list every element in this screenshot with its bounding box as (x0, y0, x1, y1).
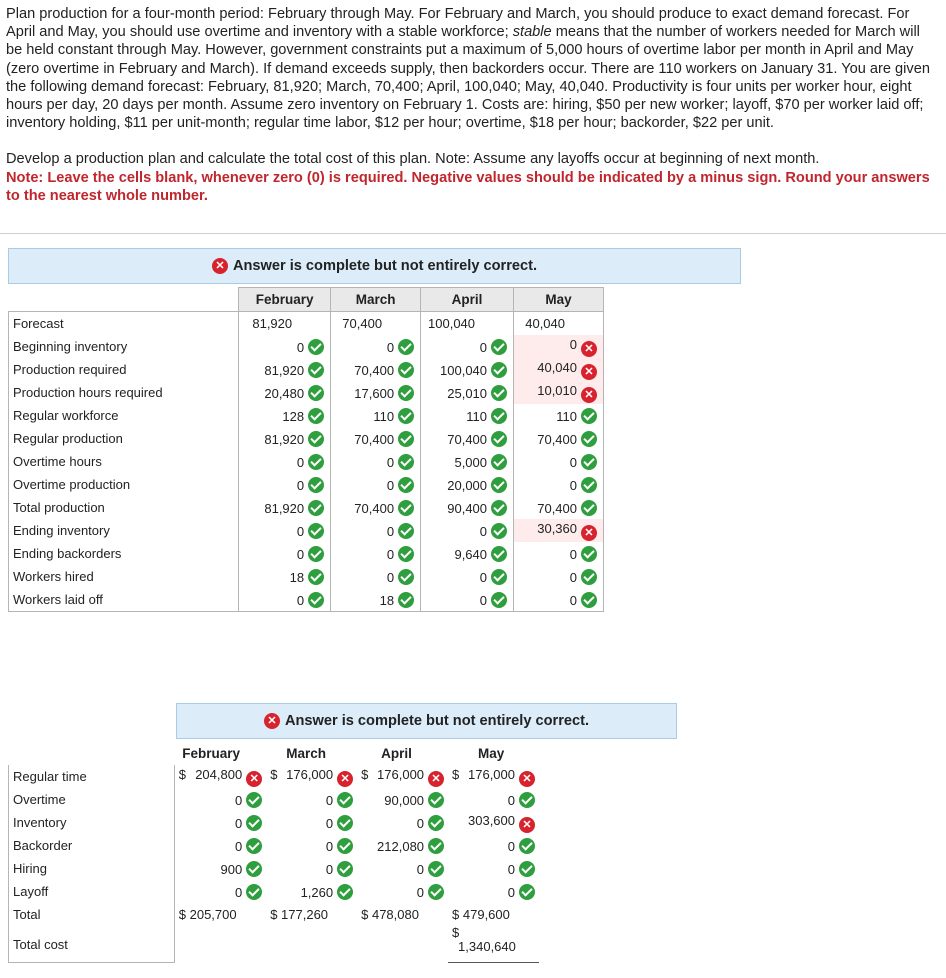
cost-value: 90,000 (384, 792, 425, 808)
table-row (9, 381, 604, 404)
incorrect-x-icon: ✕ (519, 771, 535, 787)
correct-check-icon (337, 861, 353, 877)
answer-value: 81,920 (264, 500, 305, 516)
cost-cell[interactable] (357, 880, 448, 903)
correct-check-icon (308, 500, 324, 516)
cost-value: 0 (507, 884, 515, 900)
correct-check-icon (246, 884, 262, 900)
answer-value: 70,400 (537, 500, 577, 516)
table-row (9, 765, 540, 788)
correct-check-icon (491, 385, 507, 401)
cost-cell[interactable] (174, 765, 266, 788)
answer-value: 0 (296, 546, 305, 562)
correct-check-icon (519, 838, 535, 854)
table-row (9, 335, 604, 358)
answer-cell[interactable] (514, 358, 604, 381)
incorrect-x-icon: ✕ (581, 525, 597, 541)
correct-check-icon (491, 592, 507, 608)
forecast-value: 81,920 (239, 312, 331, 336)
cost-table (8, 742, 539, 963)
answer-value: 5,000 (454, 454, 488, 470)
answer-value: 30,360 (537, 520, 577, 536)
answer-value: 17,600 (354, 385, 395, 401)
empty-cell (357, 926, 448, 963)
incorrect-x-icon: ✕ (581, 341, 597, 357)
problem-paragraph-1: Plan production for a four-month period: February through May. For February and March, you should produce to exact demand forecast. For April and May, you should use overtime and inventory with a stable workforce; stable means that the number of workers needed for March will be held constant through May. However, government constraints put a maximum of 5,000 hours of overtime labor per month in April and May (zero overtime in February and March). If demand exceeds supply, then backorders occur. There are 110 workers on January 31. You are given the following demand forecast: February, 81,920; March, 70,400; April, 100,040; May, 40,040. Productivity is four units per worker hour, eight hours per day, 20 days per month. Assume zero inventory on February 1. Costs are: hiring, $50 per new worker; layoff, $70 per worker laid off; inventory holding, $11 per unit-month; regular time labor, $12 per hour; overtime, $18 per hour; backorder, $22 per unit. (6, 6, 930, 132)
answer-value: 0 (296, 592, 305, 608)
answer-value: 0 (479, 569, 488, 585)
correct-check-icon (398, 523, 414, 539)
cost-value: 0 (325, 861, 334, 877)
cost-cell[interactable] (174, 834, 266, 857)
incorrect-x-icon: ✕ (519, 817, 535, 833)
cost-cell[interactable] (266, 765, 357, 788)
answer-value: 10,010 (537, 382, 577, 398)
dollar-sign: $ (452, 766, 460, 782)
answer-value: 70,400 (447, 431, 488, 447)
correct-check-icon (491, 431, 507, 447)
answer-cell[interactable] (421, 358, 514, 381)
header-february: February (182, 746, 241, 761)
cost-value: 900 (220, 861, 243, 877)
table-row (9, 788, 540, 811)
answer-value: 70,400 (354, 500, 395, 516)
answer-cell[interactable] (239, 450, 331, 473)
incorrect-x-icon: ✕ (581, 387, 597, 403)
cost-value: 1,260 (300, 884, 334, 900)
correct-check-icon (428, 815, 444, 831)
answer-cell[interactable] (331, 519, 421, 542)
correct-check-icon (308, 592, 324, 608)
answer-value: 40,040 (537, 359, 577, 375)
correct-check-icon (491, 339, 507, 355)
cost-value: 0 (325, 815, 334, 831)
answer-cell[interactable] (421, 450, 514, 473)
cost-cell[interactable] (174, 880, 266, 903)
answer-value: 110 (373, 408, 395, 424)
answer-value: 0 (479, 592, 488, 608)
answer-cell[interactable] (331, 473, 421, 496)
table-row (9, 496, 604, 519)
correct-check-icon (398, 339, 414, 355)
total-cost-cell[interactable] (448, 926, 539, 963)
forecast-value: 40,040 (514, 312, 604, 336)
answer-status-banner-1 (8, 248, 741, 284)
cost-cell[interactable] (357, 857, 448, 880)
cost-value: 0 (234, 815, 243, 831)
answer-value: 0 (386, 339, 395, 355)
cost-value: 0 (507, 861, 515, 877)
cost-cell[interactable] (174, 788, 266, 811)
cost-cell[interactable] (357, 765, 448, 788)
answer-value: 0 (386, 546, 395, 562)
correct-check-icon (398, 477, 414, 493)
cost-cell[interactable] (266, 857, 357, 880)
answer-cell[interactable] (239, 335, 331, 358)
correct-check-icon (337, 838, 353, 854)
answer-value: 0 (296, 339, 305, 355)
table-row (9, 588, 604, 612)
row-label: Backorder (9, 834, 175, 857)
answer-value: 0 (386, 477, 395, 493)
answer-value: 0 (386, 569, 395, 585)
incorrect-icon: ✕ (212, 258, 228, 274)
cost-value: 204,800 (195, 766, 243, 782)
cost-value: 176,000 (286, 766, 334, 782)
cost-cell[interactable] (448, 765, 539, 788)
answer-value: 110 (556, 408, 577, 424)
header-may: May (478, 746, 505, 761)
corner-cell (9, 288, 239, 312)
correct-check-icon (398, 385, 414, 401)
correct-check-icon (308, 454, 324, 470)
incorrect-x-icon: ✕ (428, 771, 444, 787)
answer-value: 81,920 (264, 362, 305, 378)
cost-value: 0 (416, 815, 425, 831)
answer-value: 0 (296, 477, 305, 493)
table-row (9, 542, 604, 565)
answer-cell[interactable] (514, 542, 604, 565)
correct-check-icon (519, 884, 535, 900)
cost-cell[interactable] (448, 857, 539, 880)
correct-check-icon (581, 454, 597, 470)
answer-cell[interactable] (421, 588, 514, 612)
cost-cell[interactable] (266, 880, 357, 903)
row-label: Beginning inventory (9, 335, 239, 358)
header-march: March (331, 288, 421, 312)
answer-value: 0 (569, 546, 577, 562)
header-march: March (286, 746, 326, 761)
answer-cell[interactable] (514, 427, 604, 450)
cost-cell[interactable] (357, 834, 448, 857)
correct-check-icon (428, 884, 444, 900)
cost-cell[interactable] (266, 788, 357, 811)
correct-check-icon (398, 569, 414, 585)
total-row (9, 903, 540, 926)
answer-cell[interactable] (239, 427, 331, 450)
row-label: Production hours required (9, 381, 239, 404)
answer-value: 70,400 (537, 431, 577, 447)
divider (0, 233, 946, 234)
cost-cell[interactable] (266, 811, 357, 834)
correct-check-icon (337, 884, 353, 900)
row-label: Workers laid off (9, 588, 239, 612)
answer-cell[interactable] (331, 565, 421, 588)
dollar-sign: $ (452, 925, 460, 940)
answer-cell[interactable] (331, 404, 421, 427)
banner-text: Answer is complete but not entirely correct. (232, 258, 538, 274)
correct-check-icon (581, 477, 597, 493)
answer-cell[interactable] (331, 381, 421, 404)
row-label: Regular time (9, 765, 175, 788)
correct-check-icon (308, 569, 324, 585)
answer-value: 0 (386, 454, 395, 470)
production-plan-table (8, 287, 604, 612)
answer-cell[interactable] (421, 565, 514, 588)
row-label: Total (9, 903, 175, 926)
answer-cell[interactable] (331, 335, 421, 358)
answer-cell[interactable] (239, 381, 331, 404)
row-label: Ending inventory (9, 519, 239, 542)
answer-value: 25,010 (447, 385, 488, 401)
correct-check-icon (246, 815, 262, 831)
correct-check-icon (337, 815, 353, 831)
dollar-sign: $ (178, 766, 186, 782)
row-label: Regular production (9, 427, 239, 450)
total-value: $ 478,080 (361, 907, 419, 922)
cost-value: 0 (507, 838, 515, 854)
row-label: Production required (9, 358, 239, 381)
table-row (9, 857, 540, 880)
incorrect-x-icon: ✕ (581, 364, 597, 380)
cost-value: 176,000 (468, 766, 515, 782)
correct-check-icon (519, 861, 535, 877)
answer-cell[interactable] (239, 519, 331, 542)
correct-check-icon (398, 500, 414, 516)
answer-cell[interactable] (514, 496, 604, 519)
correct-check-icon (308, 408, 324, 424)
answer-cell[interactable] (421, 404, 514, 427)
answer-value: 0 (569, 569, 577, 585)
answer-cell[interactable] (421, 496, 514, 519)
header-may: May (514, 288, 604, 312)
row-label: Hiring (9, 857, 175, 880)
cost-cell[interactable] (266, 834, 357, 857)
answer-value: 18 (379, 592, 395, 608)
answer-cell[interactable] (421, 519, 514, 542)
empty-cell (174, 926, 266, 963)
problem-statement (6, 5, 940, 205)
answer-cell[interactable] (421, 381, 514, 404)
correct-check-icon (519, 792, 535, 808)
row-label: Workers hired (9, 565, 239, 588)
table-row (9, 811, 540, 834)
table-row (9, 473, 604, 496)
row-label: Ending backorders (9, 542, 239, 565)
answer-cell[interactable] (514, 335, 604, 358)
correct-check-icon (308, 523, 324, 539)
correct-check-icon (246, 861, 262, 877)
header-april: April (381, 746, 412, 761)
total-value: $ 479,600 (452, 907, 510, 922)
correct-check-icon (581, 569, 597, 585)
correct-check-icon (308, 385, 324, 401)
correct-check-icon (398, 362, 414, 378)
cost-cell[interactable] (174, 811, 266, 834)
correct-check-icon (581, 500, 597, 516)
correct-check-icon (581, 431, 597, 447)
answer-value: 0 (479, 523, 488, 539)
answer-cell[interactable] (514, 473, 604, 496)
answer-cell[interactable] (514, 565, 604, 588)
row-label: Inventory (9, 811, 175, 834)
answer-value: 0 (296, 523, 305, 539)
cost-cell[interactable] (448, 880, 539, 903)
cost-value: 0 (507, 792, 515, 808)
header-february: February (239, 288, 331, 312)
incorrect-x-icon: ✕ (337, 771, 353, 787)
cost-value: 0 (234, 792, 243, 808)
answer-cell[interactable] (421, 473, 514, 496)
answer-cell[interactable] (239, 565, 331, 588)
forecast-value: 100,040 (421, 312, 514, 336)
dollar-sign: $ (361, 766, 369, 782)
answer-cell[interactable] (514, 381, 604, 404)
answer-cell[interactable] (331, 542, 421, 565)
row-label: Forecast (9, 312, 239, 336)
answer-cell[interactable] (514, 404, 604, 427)
answer-value: 0 (296, 454, 305, 470)
correct-check-icon (428, 838, 444, 854)
answer-cell[interactable] (421, 542, 514, 565)
answer-value: 128 (282, 408, 305, 424)
row-label: Regular workforce (9, 404, 239, 427)
answer-value: 18 (289, 569, 305, 585)
table-row (9, 834, 540, 857)
answer-value: 0 (569, 592, 577, 608)
answer-cell[interactable] (331, 450, 421, 473)
answer-value: 0 (569, 336, 577, 352)
correct-check-icon (491, 477, 507, 493)
answer-value: 90,400 (447, 500, 488, 516)
table-row (9, 312, 604, 336)
answer-cell[interactable] (514, 450, 604, 473)
correct-check-icon (581, 592, 597, 608)
cost-value: 303,600 (468, 812, 515, 828)
correct-check-icon (398, 546, 414, 562)
answer-value: 100,040 (440, 362, 488, 378)
answer-value: 20,000 (447, 477, 488, 493)
incorrect-icon: ✕ (264, 713, 280, 729)
answer-cell[interactable] (239, 358, 331, 381)
corner-cell (9, 742, 175, 765)
cost-value: 212,080 (377, 838, 425, 854)
row-label: Overtime production (9, 473, 239, 496)
correct-check-icon (308, 477, 324, 493)
correct-check-icon (246, 792, 262, 808)
total-cost-value: 1,340,640 (458, 939, 516, 954)
answer-cell[interactable] (331, 358, 421, 381)
answer-value: 0 (569, 477, 577, 493)
correct-check-icon (491, 362, 507, 378)
correct-check-icon (337, 792, 353, 808)
answer-value: 81,920 (264, 431, 305, 447)
answer-value: 20,480 (264, 385, 305, 401)
correct-check-icon (491, 523, 507, 539)
answer-cell[interactable] (331, 427, 421, 450)
answer-cell[interactable] (331, 588, 421, 612)
empty-cell (266, 926, 357, 963)
table-row (9, 358, 604, 381)
cost-cell[interactable] (448, 788, 539, 811)
correct-check-icon (581, 408, 597, 424)
cost-cell[interactable] (357, 811, 448, 834)
correct-check-icon (428, 792, 444, 808)
banner-text: Answer is complete but not entirely correct. (284, 713, 590, 729)
row-label: Overtime hours (9, 450, 239, 473)
row-label: Layoff (9, 880, 175, 903)
correct-check-icon (491, 408, 507, 424)
answer-value: 70,400 (354, 362, 395, 378)
cost-value: 0 (234, 838, 243, 854)
answer-value: 9,640 (454, 546, 488, 562)
answer-cell[interactable] (239, 404, 331, 427)
total-cost-row (9, 926, 540, 963)
cost-cell[interactable] (448, 834, 539, 857)
cost-value: 0 (234, 884, 243, 900)
answer-value: 0 (386, 523, 395, 539)
forecast-value: 70,400 (331, 312, 421, 336)
correct-check-icon (398, 592, 414, 608)
answer-value: 70,400 (354, 431, 395, 447)
cost-value: 0 (416, 884, 425, 900)
correct-check-icon (491, 546, 507, 562)
correct-check-icon (491, 454, 507, 470)
correct-check-icon (581, 546, 597, 562)
cost-value: 0 (325, 792, 334, 808)
table-row (9, 427, 604, 450)
correct-check-icon (491, 500, 507, 516)
answer-cell[interactable] (421, 335, 514, 358)
row-label: Overtime (9, 788, 175, 811)
answer-cell[interactable] (421, 427, 514, 450)
cost-cell[interactable] (448, 811, 539, 834)
cost-value: 176,000 (377, 766, 425, 782)
answer-cell[interactable] (331, 496, 421, 519)
answer-cell[interactable] (514, 588, 604, 612)
correct-check-icon (308, 362, 324, 378)
correct-check-icon (308, 339, 324, 355)
table-row (9, 450, 604, 473)
answer-status-banner-2 (176, 703, 677, 739)
correct-check-icon (398, 454, 414, 470)
row-label: Total production (9, 496, 239, 519)
total-value: $ 177,260 (270, 907, 329, 922)
dollar-sign: $ (270, 766, 278, 782)
correct-check-icon (398, 431, 414, 447)
answer-value: 0 (479, 339, 488, 355)
table-row (9, 519, 604, 542)
total-value: $ 205,700 (178, 907, 237, 922)
cost-cell[interactable] (357, 788, 448, 811)
correct-check-icon (308, 546, 324, 562)
correct-check-icon (398, 408, 414, 424)
answer-cell[interactable] (239, 473, 331, 496)
cost-value: 0 (325, 838, 334, 854)
header-april: April (421, 288, 514, 312)
table-row (9, 565, 604, 588)
correct-check-icon (428, 861, 444, 877)
cost-cell[interactable] (174, 857, 266, 880)
answer-cell[interactable] (239, 542, 331, 565)
row-label: Total cost (9, 926, 175, 963)
incorrect-x-icon: ✕ (246, 771, 262, 787)
answer-value: 110 (466, 408, 488, 424)
correct-check-icon (246, 838, 262, 854)
cost-value: 0 (416, 861, 425, 877)
problem-note: Note: Leave the cells blank, whenever zero (0) is required. Negative values should be indicated by a minus sign. Round your answers to the nearest whole number. (6, 169, 930, 204)
correct-check-icon (491, 569, 507, 585)
answer-value: 0 (569, 454, 577, 470)
answer-cell[interactable] (239, 588, 331, 612)
answer-cell[interactable] (239, 496, 331, 519)
problem-paragraph-2: Develop a production plan and calculate the total cost of this plan. Note: Assume any layoffs occur at beginning of next month. (6, 151, 820, 168)
table-row (9, 880, 540, 903)
table-row (9, 404, 604, 427)
correct-check-icon (308, 431, 324, 447)
answer-cell[interactable] (514, 519, 604, 542)
